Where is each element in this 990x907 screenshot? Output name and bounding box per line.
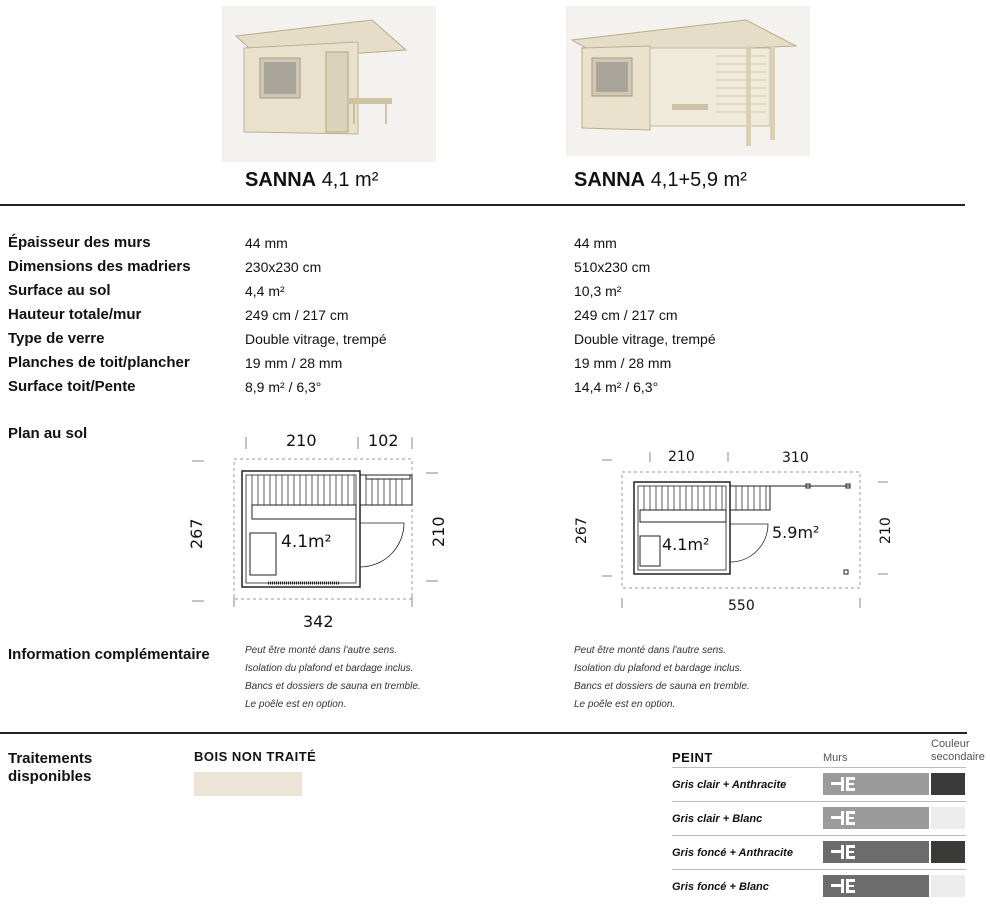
col-walls-heading: Murs xyxy=(823,752,848,764)
info-line-4: Le poêle est en option. xyxy=(574,699,676,710)
spec-value-1-roof-floor-boards: 19 mm / 28 mm xyxy=(245,355,343,371)
floor-plan-2 xyxy=(566,440,896,618)
spec-label-log-dimensions: Dimensions des madriers xyxy=(8,258,191,275)
spec-label-roof-floor-boards: Planches de toit/plancher xyxy=(8,354,190,371)
spec-value-2-glass-type: Double vitrage, trempé xyxy=(574,331,716,347)
product-size-1: 4,1 m² xyxy=(321,169,379,191)
plan2-dim-top-b: 310 xyxy=(782,450,809,466)
info-line-3: Bancs et dossiers de sauna en tremble. xyxy=(574,681,750,692)
plan1-dim-right: 210 xyxy=(429,516,448,547)
secondary-color-swatch xyxy=(931,841,965,863)
spec-value-2-floor-area: 10,3 m² xyxy=(574,283,622,299)
treatments-label-line-2: disponibles xyxy=(8,768,92,785)
spec-label-roof-surface: Surface toit/Pente xyxy=(8,378,136,395)
plan2-dim-bottom: 550 xyxy=(728,598,755,614)
paint-option-label: Gris foncé + Anthracite xyxy=(672,847,793,859)
info-line-4: Le poêle est en option. xyxy=(245,699,347,710)
paint-separator xyxy=(672,767,966,768)
spec-label-glass-type: Type de verre xyxy=(8,330,105,347)
spec-label-height: Hauteur totale/mur xyxy=(8,306,142,323)
spec-value-2-roof-floor-boards: 19 mm / 28 mm xyxy=(574,355,672,371)
treatments-label-line-1: Traitements xyxy=(8,750,93,767)
info-line-3: Bancs et dossiers de sauna en tremble. xyxy=(245,681,421,692)
info-line-1: Peut être monté dans l'autre sens. xyxy=(574,645,726,656)
paint-separator xyxy=(672,869,966,870)
spec-value-1-wall-thickness: 44 mm xyxy=(245,235,288,251)
untreated-wood-heading: BOIS NON TRAITÉ xyxy=(194,749,317,764)
paint-option-label: Gris foncé + Blanc xyxy=(672,881,769,893)
product-size-2: 4,1+5,9 m² xyxy=(650,169,747,191)
spec-value-1-height: 249 cm / 217 cm xyxy=(245,307,349,323)
product-title-1 xyxy=(245,169,378,192)
wall-color-swatch xyxy=(823,875,929,897)
spec-value-1-glass-type: Double vitrage, trempé xyxy=(245,331,387,347)
plan2-dim-top-a: 210 xyxy=(668,449,695,465)
paint-separator xyxy=(672,801,966,802)
wall-color-swatch xyxy=(823,841,929,863)
secondary-color-swatch xyxy=(931,807,965,829)
plan1-dim-left: 267 xyxy=(187,518,206,549)
treatments-label xyxy=(8,750,92,786)
house-wall-icon xyxy=(831,777,859,791)
spec-value-2-height: 249 cm / 217 cm xyxy=(574,307,678,323)
paint-option-label: Gris clair + Anthracite xyxy=(672,779,787,791)
spec-label-floor-area: Surface au sol xyxy=(8,282,111,299)
house-wall-icon xyxy=(831,845,859,859)
wall-color-swatch xyxy=(823,807,929,829)
house-wall-icon xyxy=(831,879,859,893)
paint-option-label: Gris clair + Blanc xyxy=(672,813,763,825)
info-line-2: Isolation du plafond et bardage inclus. xyxy=(574,663,743,674)
plan2-area: 4.1m² xyxy=(662,535,710,554)
col-secondary-line-2: secondaire xyxy=(931,751,985,763)
plan1-dim-top-a: 210 xyxy=(286,431,317,450)
spec-value-1-log-dimensions: 230x230 cm xyxy=(245,259,322,275)
info-line-2: Isolation du plafond et bardage inclus. xyxy=(245,663,414,674)
plan2-area-terrace: 5.9m² xyxy=(772,523,820,542)
info-line-1: Peut être monté dans l'autre sens. xyxy=(245,645,397,656)
plan1-dim-bottom: 342 xyxy=(303,612,334,631)
col-secondary-heading xyxy=(931,738,985,764)
info-notes-2 xyxy=(574,642,750,714)
product-name-2: SANNA xyxy=(574,169,646,191)
product-image-sanna-4-1 xyxy=(222,6,436,162)
plan1-dim-top-b: 102 xyxy=(368,431,399,450)
col-secondary-line-1: Couleur xyxy=(931,738,970,750)
spec-value-1-floor-area: 4,4 m² xyxy=(245,283,285,299)
plan2-dim-right: 210 xyxy=(878,517,894,544)
untreated-wood-swatch xyxy=(194,772,302,796)
paint-separator xyxy=(672,835,966,836)
wall-color-swatch xyxy=(823,773,929,795)
info-notes-1 xyxy=(245,642,421,714)
plan2-dim-left: 267 xyxy=(574,517,590,544)
product-image-sanna-4-1-5-9 xyxy=(566,6,810,156)
paint-heading: PEINT xyxy=(672,750,713,765)
spec-value-2-log-dimensions: 510x230 cm xyxy=(574,259,651,275)
header-divider xyxy=(0,204,965,206)
spec-value-2-roof-surface: 14,4 m² / 6,3° xyxy=(574,379,659,395)
floor-plan-1 xyxy=(180,425,460,635)
secondary-color-swatch xyxy=(931,875,965,897)
product-title-2 xyxy=(574,169,747,192)
secondary-color-swatch xyxy=(931,773,965,795)
floor-plan-label: Plan au sol xyxy=(8,425,88,442)
spec-value-1-roof-surface: 8,9 m² / 6,3° xyxy=(245,379,322,395)
spec-value-2-wall-thickness: 44 mm xyxy=(574,235,617,251)
info-label: Information complémentaire xyxy=(8,646,210,663)
treatments-divider xyxy=(0,732,967,734)
product-name-1: SANNA xyxy=(245,169,317,191)
plan1-area: 4.1m² xyxy=(281,532,332,552)
house-wall-icon xyxy=(831,811,859,825)
spec-label-wall-thickness: Épaisseur des murs xyxy=(8,234,151,251)
